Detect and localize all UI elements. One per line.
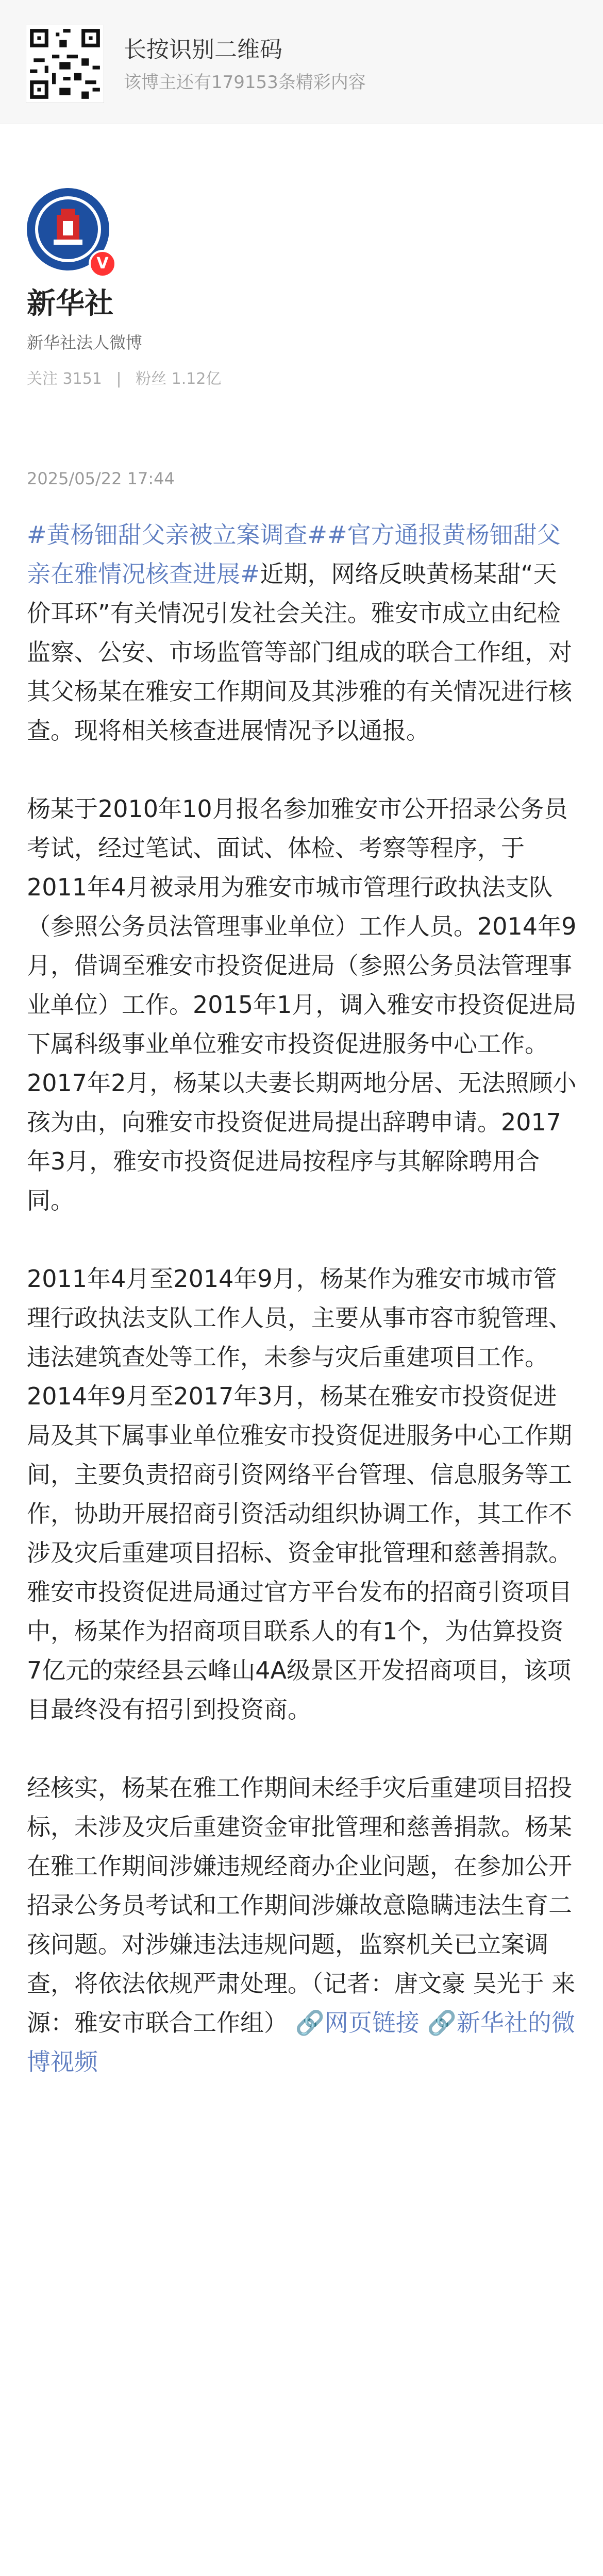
hashtag-link[interactable]: #官方通报黄杨钿甜父亲在雅情况核查进展# xyxy=(27,521,561,588)
post-paragraph: 2011年4月至2014年9月，杨某作为雅安市城市管理行政执法支队工作人员，主要从事市容市貌管理、违法建筑查处等工作，未参与灾后重建项目工作。2014年9月至2017年3月，杨某在雅安市投资促进局及其下属事业单位雅安市投资促进服务中心工作期间，主要负责招商引资网络平台管理、信息服务等工作，协助开展招商引资活动组织协调工作，其工作不涉及灾后重建项目招标、资金审批管理和慈善捐款。雅安市投资促进局通过官方平台发布的招商引资项目中，杨某作为招商项目联系人的有1个，为估算投资7亿元的荥经县云峰山4A级景区开发招商项目，该项目最终没有招引到投资商。 xyxy=(27,1265,572,1723)
banner-subtitle: 该博主还有179153条精彩内容 xyxy=(124,72,366,93)
post-body xyxy=(27,515,578,2121)
account-stats xyxy=(27,366,230,388)
qr-banner xyxy=(0,0,603,124)
post-paragraph xyxy=(27,515,578,750)
link-icon: 🔗 xyxy=(427,2009,457,2037)
hashtag-link[interactable]: #黄杨钿甜父亲被立案调查# xyxy=(27,521,328,549)
verified-v-icon: V xyxy=(89,250,116,278)
video-link[interactable]: 新华社的微博视频 xyxy=(27,2009,575,2076)
post-paragraph-text: 近期，网络反映黄杨某甜“天价耳环”有关情况引发社会关注。雅安市成立由纪检监察、公安、市场监管等部门组成的联合工作组，对其父杨某在雅安工作期间及其涉雅的有关情况进行核查。现将相关核查进展情况予以通报。 xyxy=(27,560,572,744)
link-icon: 🔗 xyxy=(295,2009,325,2037)
banner-title: 长按识别二维码 xyxy=(124,37,282,63)
post-paragraph: 杨某于2010年10月报名参加雅安市公开招录公务员考试，经过笔试、面试、体检、考察等程序，于2011年4月被录用为雅安市城市管理行政执法支队（参照公务员法管理事业单位）工作人员。2014年9月，借调至雅安市投资促进局（参照公务员法管理事业单位）工作。2015年1月，调入雅安市投资促进局下属科级事业单位雅安市投资促进服务中心工作。2017年2月，杨某以夫妻长期两地分居、无法照顾小孩为由，向雅安市投资促进局提出辞聘申请。2017年3月，雅安市投资促进局按程序与其解除聘用合同。 xyxy=(27,795,577,1214)
account-description: 新华社法人微博 xyxy=(27,333,143,352)
fans-count[interactable]: 粉丝 1.12亿 xyxy=(136,370,222,388)
post-paragraph-text: 经核实，杨某在雅工作期间未经手灾后重建项目招投标，未涉及灾后重建资金审批管理和慈善捐款。杨某在雅工作期间涉嫌违规经商办企业问题，在参加公开招录公务员考试和工作期间涉嫌故意隐瞒违法生育二孩问题。对涉嫌违法违规问题，监察机关已立案调查，将依法依规严肃处理。（记者：唐文豪 吴光于 来源：雅安市联合工作组） xyxy=(27,1774,576,2037)
web-link[interactable]: 网页链接 xyxy=(324,2009,420,2037)
post-paragraph xyxy=(27,1768,578,2081)
account-name[interactable]: 新华社 xyxy=(27,287,113,320)
stats-separator: | xyxy=(116,370,122,388)
followers-count[interactable]: 关注 3151 xyxy=(27,370,102,388)
post-timestamp: 2025/05/22 17:44 xyxy=(27,469,175,488)
qr-code-icon[interactable] xyxy=(26,25,104,103)
